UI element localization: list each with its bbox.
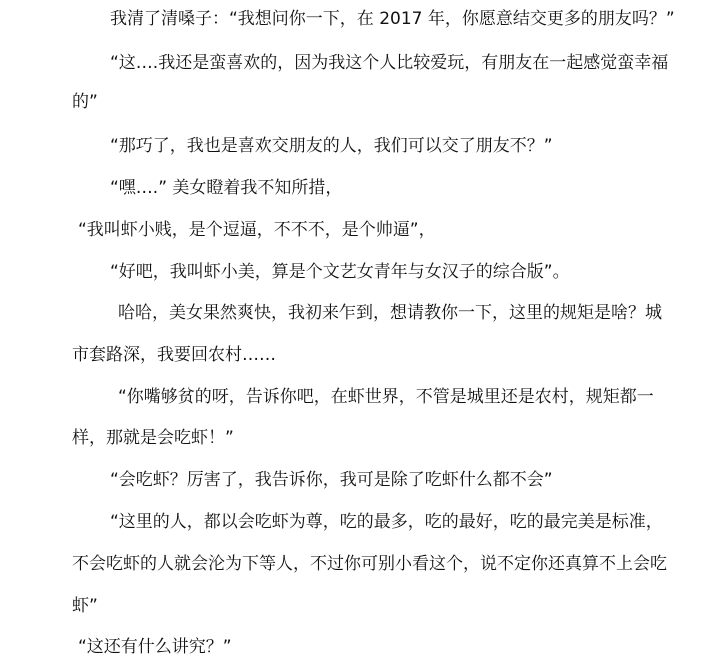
text-line: 哈哈，美女果然爽快，我初来乍到，想请教你一下，这里的规矩是啥？城 [118, 303, 662, 323]
text-line: “这里的人，都以会吃虾为尊，吃的最多，吃的最好，吃的最完美是标准， [110, 512, 663, 532]
text-line: 我清了清嗓子：“我想问你一下，在 2017 年，你愿意结交更多的朋友吗？” [110, 9, 675, 29]
text-line: 虾” [72, 596, 98, 616]
text-line: “嘿….” 美女瞪着我不知所措， [110, 178, 343, 198]
text-line: “好吧，我叫虾小美，算是个文艺女青年与女汉子的综合版”。 [110, 262, 570, 282]
text-line: “会吃虾？厉害了，我告诉你，我可是除了吃虾什么都不会” [110, 470, 553, 490]
text-line: “这….我还是蛮喜欢的，因为我这个人比较爱玩，有朋友在一起感觉蛮幸福 [110, 53, 669, 73]
text-line: “那巧了，我也是喜欢交朋友的人，我们可以交了朋友不？” [110, 136, 553, 156]
text-line: 样，那就是会吃虾！” [72, 428, 234, 448]
text-line: 的” [72, 92, 98, 112]
text-line: “我叫虾小贱，是个逗逼，不不不，是个帅逼”， [78, 220, 436, 240]
text-line: “这还有什么讲究？” [78, 637, 232, 657]
text-line: 不会吃虾的人就会沦为下等人，不过你可别小看这个，说不定你还真算不上会吃 [72, 554, 667, 574]
text-line: “你嘴够贫的呀，告诉你吧，在虾世界，不管是城里还是农村，规矩都一 [118, 387, 654, 407]
text-line: 市套路深，我要回农村…… [72, 345, 276, 365]
